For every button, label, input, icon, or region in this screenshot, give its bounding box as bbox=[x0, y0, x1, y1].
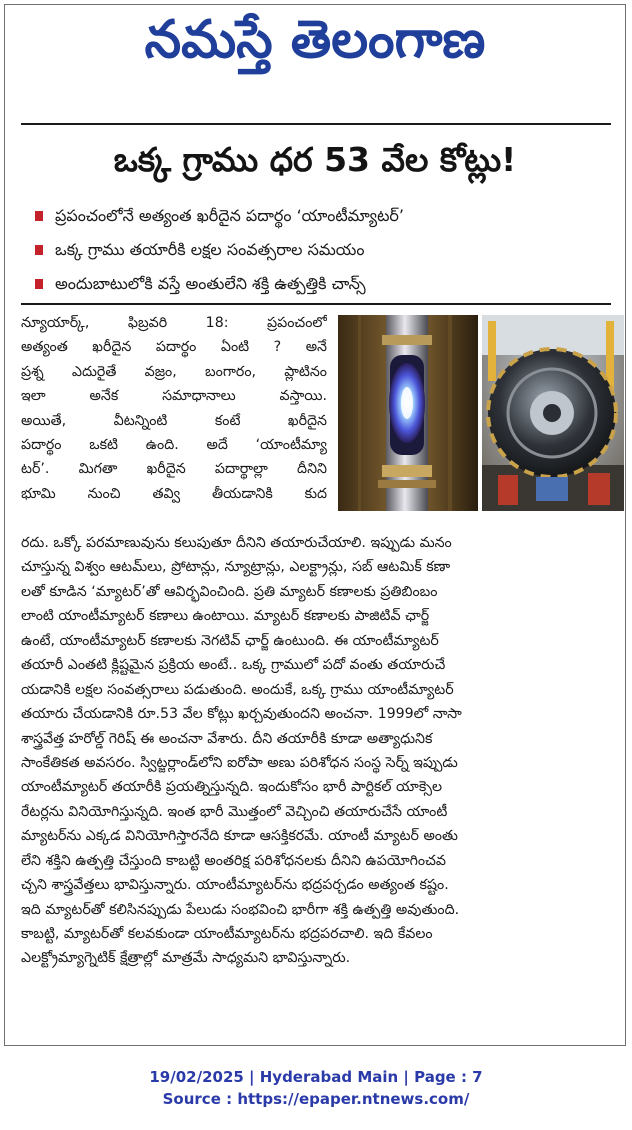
text-line: ఎలక్ట్రోమ్యాగ్నెటిక్ క్షేత్రాల్లో మాత్రమే సాధ్యమని భావిస్తున్నారు. bbox=[21, 950, 351, 967]
text-line: అయితే, వీటన్నింటి కంటే ఖరీదైన bbox=[21, 412, 327, 429]
text-line: భూమి నుంచి తవ్వి తీయడానికి కుద bbox=[21, 485, 327, 502]
square-bullet-icon bbox=[35, 245, 43, 255]
text-line: లేని శక్తిని ఉత్పత్తి చేస్తుంది కాబట్టి అంతరిక్ష పరిశోధనలకు దీనిని ఉపయోగించవ bbox=[21, 852, 446, 869]
subheading-bottom-rule bbox=[21, 303, 611, 305]
text-line: ఇది మ్యాటర్‌తో కలిసినప్పుడు పేలుడు సంభవించి భారీగా శక్తి ఉత్పత్తి అవుతుంది. bbox=[21, 901, 460, 918]
text-line: అత్యంత ఖరీదైన పదార్థం ఏంటి ? అనే bbox=[21, 339, 327, 356]
text-line: చూస్తున్న విశ్వం ఆటమ్‌లు, ప్రోటాన్లు, న్యూట్రాన్లు, ఎలక్ట్రాన్లు, సబ్ ఆటమిక్ కణా bbox=[21, 559, 451, 576]
text-line: రదు. ఒక్కో పరమాణువును కలుపుతూ దీనిని తయారుచేయాలి. ఇప్పుడు మనం bbox=[21, 535, 452, 551]
subheading-text: ఒక్క గ్రాము తయారీకి లక్షల సంవత్సరాల సమయం bbox=[55, 240, 365, 259]
text-line: సాంకేతికత అవసరం. స్విట్జర్లాండ్‌లోని ఐరోపా అణు పరిశోధన సంస్థ సెర్న్ ఇప్పుడు bbox=[21, 754, 458, 771]
text-line: ప్రశ్న ఎదురైతే వజ్రం, బంగారం, ప్లాటినం bbox=[21, 363, 327, 380]
text-line: తయారు చేయడానికి రూ.53 వేల కోట్లు ఖర్చవుతుందని అంచనా. 1999లో నాసా bbox=[21, 706, 462, 723]
text-line: యడానికి లక్షల సంవత్సరాలు పడుతుంది. అందుకే, ఒక్క గ్రాము యాంటీమ్యాటర్ bbox=[21, 681, 454, 698]
text-line: మ్యాటర్‌ను ఎక్కడ వినియోగిస్తారనేది కూడా ఆసక్తికరమే. యాంటీ మ్యాటర్ అంతు bbox=[21, 828, 458, 845]
source-url[interactable]: Source : https://epaper.ntnews.com/ bbox=[162, 1090, 470, 1108]
text-line: లతో కూడిన ‘మ్యాటర్’తో ఆవిర్భవించింది. ప్రతి మ్యాటర్ కణాలకు ప్రతిబింబం bbox=[21, 583, 438, 600]
text-line: ఇలా అనేక సమాధానాలు వస్తాయి. bbox=[21, 388, 327, 405]
text-line: చ్చని శాస్త్రవేత్తలు భావిస్తున్నారు. యాంటీమ్యాటర్‌ను భద్రపర్చడం అత్యంత కష్టం. bbox=[21, 877, 449, 894]
antimatter-photo bbox=[338, 315, 624, 511]
text-line: తయారీ ఎంతటి క్లిష్టమైన ప్రక్రియ అంటే.. ఒక్క గ్రాములో పదో వంతు తయారుచే bbox=[21, 657, 446, 674]
subheading-item bbox=[33, 267, 613, 301]
text-line: పదార్థం ఒకటి ఉంది. అదే ‘యాంటీమ్యా bbox=[21, 436, 327, 453]
source-footer bbox=[0, 1066, 632, 1110]
text-line: రేటర్లను వినియోగిస్తున్నది. ఇంత భారీ మొత్తంలో వెచ్చించి తయారుచేసే యాంటీ bbox=[21, 803, 448, 820]
text-line: శాస్త్రవేత్త హరోల్డ్ గెరిష్ ఈ అంచనా వేశారు. దీని తయారీకి కూడా అత్యాధునిక bbox=[21, 730, 433, 747]
square-bullet-icon bbox=[35, 211, 43, 221]
text-line: ఉంటే, యాంటీమ్యాటర్ కణాలకు నెగటివ్ ఛార్జ్ ఉంటుంది. ఈ యాంటీమ్యాటర్ bbox=[21, 632, 439, 649]
headline-top-rule bbox=[21, 123, 611, 125]
subheading-text: అందుబాటులోకి వస్తే అంతులేని శక్తి ఉత్పత్తికి చాన్స్ bbox=[55, 274, 366, 293]
article-intro bbox=[21, 311, 327, 506]
text-line: న్యూయార్క్, ఫిబ్రవరి 18: ప్రపంచంలో bbox=[21, 315, 327, 331]
subheading-text: ప్రపంచంలోనే అత్యంత ఖరీదైన పదార్థం ‘యాంటీమ్యాటర్’ bbox=[55, 206, 404, 225]
edition-info: 19/02/2025 | Hyderabad Main | Page : 7 bbox=[149, 1068, 483, 1086]
text-line: లాంటి యాంటీమ్యాటర్ కణాలు ఉంటాయి. మ్యాటర్ కణాలకు పాజిటివ్ ఛార్జ్ bbox=[21, 608, 430, 625]
headline: ఒక్క గ్రాము ధర 53 వేల కోట్లు! bbox=[113, 140, 517, 179]
subheading-list bbox=[33, 199, 613, 301]
text-line: యాంటీమ్యాటర్ తయారీకి ప్రయత్నిస్తున్నది. ఇందుకోసం భారీ పార్టికల్ యాక్సెల bbox=[21, 779, 443, 796]
subheading-item bbox=[33, 233, 613, 267]
masthead-title: నమస్తే తెలంగాణ bbox=[144, 9, 486, 70]
text-line: టర్’. మిగతా ఖరీదైన పదార్థాల్లా దీనిని bbox=[21, 461, 327, 478]
subheading-item bbox=[33, 199, 613, 233]
square-bullet-icon bbox=[35, 279, 43, 289]
article-body bbox=[21, 531, 615, 971]
newspaper-clipping bbox=[4, 4, 626, 1046]
antimatter-illustration bbox=[338, 315, 624, 511]
text-line: కాబట్టి, మ్యాటర్‌తో కలవకుండా యాంటీమ్యాటర్‌ను భద్రపరచాలి. ఇది కేవలం bbox=[21, 926, 433, 942]
